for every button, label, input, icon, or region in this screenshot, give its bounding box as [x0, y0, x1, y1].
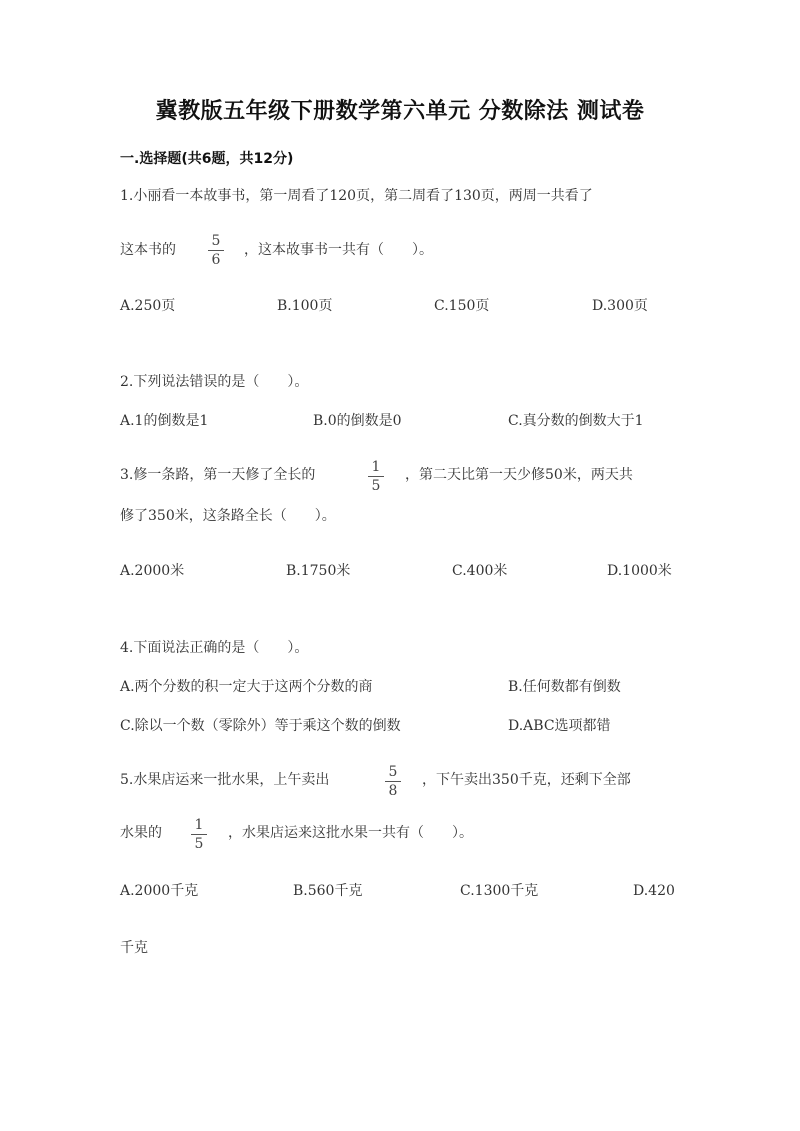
- q3-fraction-numerator: 1: [371, 459, 381, 475]
- q3-fraction-denominator: 5: [371, 478, 381, 494]
- q2-option-a[interactable]: A.1的倒数是1: [120, 413, 209, 429]
- q1-text-line1: 1.小丽看一本故事书，第一周看了120页，第二周看了130页，两周一共看了: [120, 188, 593, 204]
- q5-text-line1-end: ，下午卖出350千克，还剩下全部: [422, 772, 631, 788]
- q3-text-line1-end: ，第二天比第一天少修50米，两天共: [405, 467, 633, 483]
- q5-fraction-1-denominator: 8: [388, 783, 398, 799]
- q5-fraction-1-numerator: 5: [388, 764, 398, 780]
- q5-option-a[interactable]: A.2000千克: [120, 883, 199, 899]
- q4-text: 4.下面说法正确的是（ ）。: [120, 640, 309, 656]
- q1-option-d[interactable]: D.300页: [592, 298, 648, 314]
- q5-option-d-wrap: 千克: [120, 940, 148, 956]
- q4-option-d[interactable]: D.ABC选项都错: [508, 718, 611, 734]
- q5-option-b[interactable]: B.560千克: [293, 883, 363, 899]
- q5-text-line2-start: 水果的: [120, 825, 162, 841]
- q3-option-c[interactable]: C.400米: [452, 563, 508, 579]
- q3-text-line1-start: 3.修一条路，第一天修了全长的: [120, 467, 316, 483]
- q2-option-c[interactable]: C.真分数的倒数大于1: [508, 413, 644, 429]
- q3-text-line2: 修了350米，这条路全长（ ）。: [120, 508, 336, 524]
- q1-option-b[interactable]: B.100页: [277, 298, 333, 314]
- q3-option-b[interactable]: B.1750米: [286, 563, 351, 579]
- q5-fraction-1: [384, 764, 402, 799]
- section-heading: 一.选择题(共6题，共12分): [120, 151, 294, 167]
- q1-text-line2-end: ，这本故事书一共有（ ）。: [244, 242, 433, 258]
- q1-fraction: [207, 233, 225, 268]
- q2-option-b[interactable]: B.0的倒数是0: [313, 413, 402, 429]
- q3-option-a[interactable]: A.2000米: [120, 563, 185, 579]
- fraction-bar: [385, 781, 401, 782]
- q2-text: 2.下列说法错误的是（ ）。: [120, 374, 309, 390]
- q5-fraction-2-numerator: 1: [194, 817, 204, 833]
- q5-fraction-2-denominator: 5: [194, 836, 204, 852]
- q5-option-c[interactable]: C.1300千克: [460, 883, 539, 899]
- q5-text-line2-end: ，水果店运来这批水果一共有（ ）。: [228, 825, 473, 841]
- q5-fraction-2: [190, 817, 208, 852]
- q1-option-c[interactable]: C.150页: [434, 298, 490, 314]
- fraction-bar: [208, 250, 224, 251]
- q4-option-b[interactable]: B.任何数都有倒数: [508, 679, 621, 695]
- fraction-bar: [191, 834, 207, 835]
- q4-option-a[interactable]: A.两个分数的积一定大于这两个分数的商: [120, 679, 373, 695]
- q5-option-d[interactable]: D.420: [633, 883, 675, 899]
- q5-text-line1-start: 5.水果店运来一批水果，上午卖出: [120, 772, 330, 788]
- q3-option-d[interactable]: D.1000米: [607, 563, 672, 579]
- q4-option-c[interactable]: C.除以一个数（零除外）等于乘这个数的倒数: [120, 718, 401, 734]
- q1-fraction-numerator: 5: [211, 233, 221, 249]
- q1-text-line2-start: 这本书的: [120, 242, 176, 258]
- q1-fraction-denominator: 6: [211, 252, 221, 268]
- q3-fraction: [367, 459, 385, 494]
- fraction-bar: [368, 476, 384, 477]
- q1-option-a[interactable]: A.250页: [120, 298, 176, 314]
- page-title: 冀教版五年级下册数学第六单元 分数除法 测试卷: [155, 99, 645, 124]
